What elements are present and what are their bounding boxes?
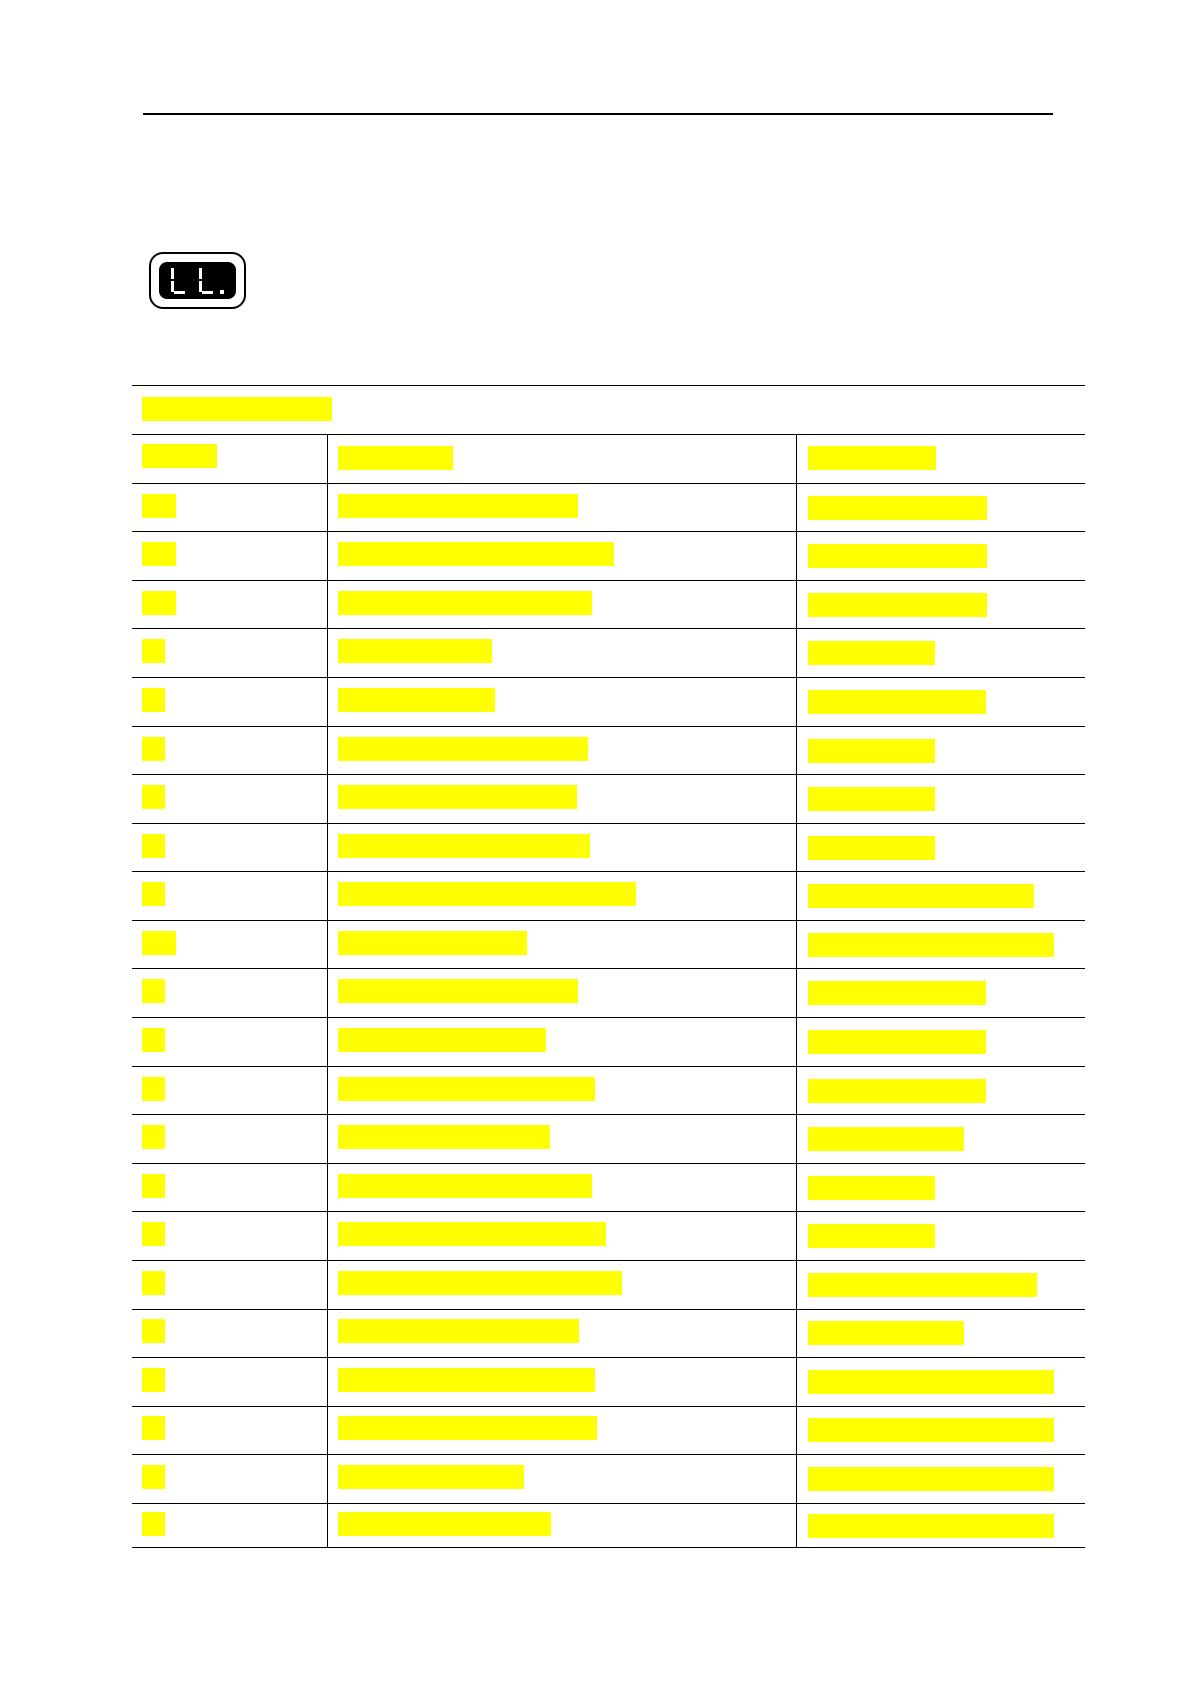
table-rule [132,1309,1085,1310]
table-rule [132,677,1085,678]
table-rule [132,580,1085,581]
table-rule [132,1357,1085,1358]
table-rule [132,1503,1085,1504]
display-screen [159,262,236,299]
table-rule [132,1406,1085,1407]
table-rule [132,726,1085,727]
display-digits-icon [159,262,236,299]
table-title-redacted [142,397,332,421]
table-rule [132,823,1085,824]
table-rule [132,483,1085,484]
table-rule [132,1114,1085,1115]
table-rule [132,1547,1085,1548]
table-rule [132,920,1085,921]
table-rule [132,1163,1085,1164]
column-divider [327,434,328,1547]
table-rule [132,1211,1085,1212]
table-rule [132,774,1085,775]
table-rule [132,968,1085,969]
table-rule [132,1017,1085,1018]
table-rule [132,628,1085,629]
table-rule [132,531,1085,532]
header-col1-redacted [142,444,217,468]
seven-segment-display-icon [149,252,246,309]
table-rule [132,1066,1085,1067]
column-divider [796,434,797,1547]
table-rule [132,434,1085,435]
table-rule [132,1260,1085,1261]
header-col2-redacted [338,446,453,470]
table-rule [132,871,1085,872]
table-rule [132,385,1085,386]
header-col3-redacted [808,446,936,470]
table-rule [132,1454,1085,1455]
header-rule [143,113,1053,115]
